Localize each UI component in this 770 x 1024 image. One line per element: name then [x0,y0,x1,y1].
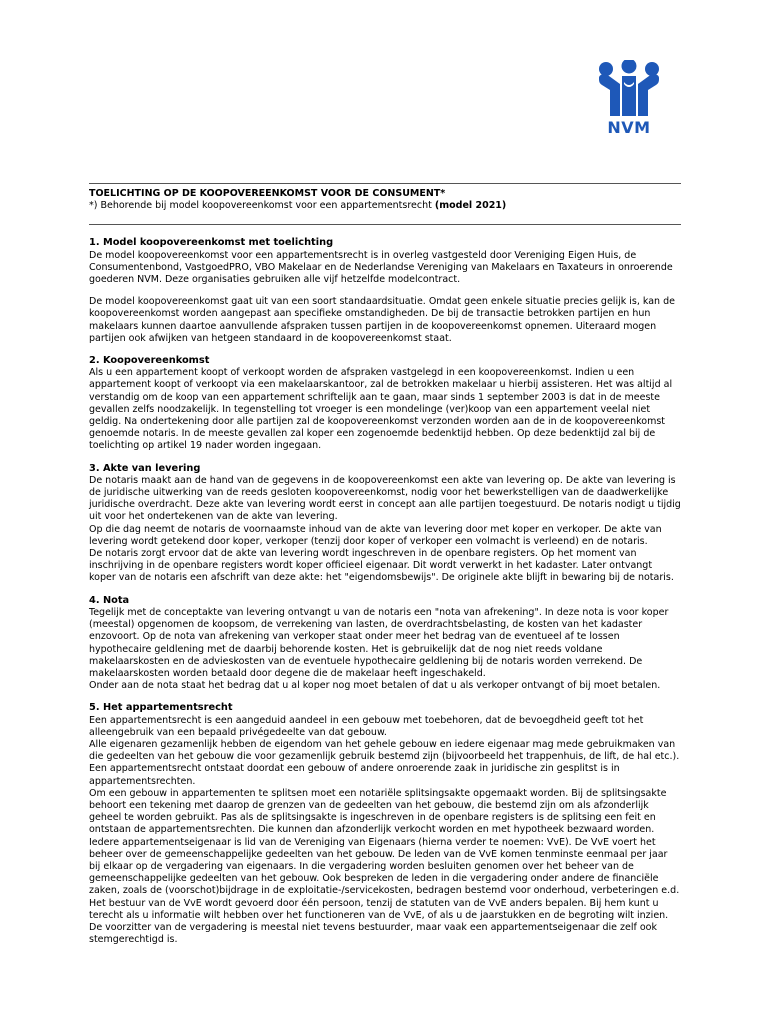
nvm-logo [596,60,662,136]
section-heading: 1. Model koopovereenkomst met toelichting [89,237,334,249]
section-paragraph: De notaris maakt aan de hand van de gegevens in de koopovereenkomst een akte van levering op. De akte van levering is de juridische uitwerking van de reeds gesloten koopovereenkomst, nodig voor het bewerkstelligen van de daadwerkelijke juridische overdracht. Deze akte van levering wordt eerst in concept aan alle partijen toegestuurd. De notaris nodigt u tijdig uit voor het ondertekenen van de akte van levering. [89,474,681,523]
section-model-koopovereenkomst [89,237,681,345]
section-paragraph: Alle eigenaren gezamenlijk hebben de eigendom van het gehele gebouw en iedere eigenaar mag mede gebruikmaken van die gedeelten van het gebouw die voor gezamenlijk gebruik bestemd zijn (bijvoorbeeld het trappenhuis, de lift, de hal etc.). [89,738,680,763]
section-akte-van-levering [89,463,681,585]
section-paragraph: Iedere appartementseigenaar is lid van de Vereniging van Eigenaars (hierna verder te noemen: VvE). De VvE voert het beheer over de gemeenschappelijke gedeelten van het gebouw. De leden van de VvE komen tenminste eenmaal per jaar bij elkaar op de vergadering van eigenaars. In die vergadering worden besluiten genomen over het beheer van de gemeenschappelijke gedeelten van het gebouw. Ook bespreken de leden in die vergadering onder andere de financiële zaken, zoals de (voorschot)bijdrage in de exploitatie-/servicekosten, bedragen bestemd voor onderhoud, verbeteringen e.d. Het bestuur van de VvE wordt gevoerd door één persoon, tenzij de statuten van de VvE anders bepalen. Bij hem kunt u terecht als u informatie wilt hebben over het functioneren van de VvE, of als u de jaarstukken en de begroting wilt inzien. De voorzitter van de vergadering is meestal niet tevens bestuurder, maar vaak een appartementseigenaar die zelf ook stemgerechtigd is. [89,836,680,946]
section-heading: 5. Het appartementsrecht [89,702,233,714]
section-paragraph: Een appartementsrecht ontstaat doordat een gebouw of andere onroerende zaak in juridische zin gesplitst is in appartementsrechten. [89,763,620,787]
section-koopovereenkomst [89,355,681,453]
document-body [89,183,681,956]
logo-text: NVM [607,118,651,137]
section-paragraph: Als u een appartement koopt of verkoopt worden de afspraken vastgelegd in een koopovereenkomst. Indien u een appartement koopt of verkoopt via een makelaarskantoor, zal de betrokken makelaar u hierbij assisteren. Het was altijd al verstandig om de koop van een appartement schriftelijk aan te gaan, maar sinds 1 september 2003 is dat in de meeste gevallen zelfs noodzakelijk. In tegenstelling tot vroeger is een mondelinge (ver)koop van een appartement veelal niet geldig. Na ondertekening door alle partijen zal de koopovereenkomst verzonden worden aan de in de koopovereenkomst genoemde notaris. In de meeste gevallen zal koper een zogenoemde bedenktijd hebben. Op deze bedenktijd zal bij de toelichting op artikel 19 nader worden ingegaan. [89,367,673,452]
section-paragraph: Tegelijk met de conceptakte van levering ontvangt u van de notaris een "nota van afrekening". In deze nota is voor koper (meestal) opgenomen de koopsom, de verrekening van lasten, de overdrachtsbelasting, de kosten van het kadaster enzovoort. Op de nota van afrekening van verkoper staat onder meer het bedrag van de eventueel af te lossen hypothecaire geldlening met de daarbij behorende kosten. Het is gebruikelijk dat de nog niet reeds voldane makelaarskosten en de advieskosten van de eventuele hypothecaire geldlening bij de notaris worden verrekend. De makelaarskosten worden betaald door degene die de makelaar heeft ingeschakeld. [89,606,669,679]
section-paragraph: De notaris zorgt ervoor dat de akte van levering wordt ingeschreven in de openbare registers. Op het moment van inschrijving in de openbare registers wordt koper officieel eigenaar. Dit wordt verwerkt in het kadaster. Later ontvangt koper van de notaris een afschrift van deze akte: het "eigendomsbewijs". De originele akte blijft in bewaring bij de notaris. [89,548,674,584]
section-paragraph: Een appartementsrecht is een aangeduid aandeel in een gebouw met toebehoren, dat de bevoegdheid geeft tot het alleengebruik van een bepaald privégedeelte van dat gebouw. [89,714,644,738]
section-nota [89,595,681,693]
section-heading: 4. Nota [89,594,130,606]
section-heading: 2. Koopovereenkomst [89,355,210,367]
subtitle-text: *) Behorende bij model koopovereenkomst voor een appartementsrecht [89,200,435,212]
title-divider [89,224,681,225]
section-paragraph: Onder aan de nota staat het bedrag dat u al koper nog moet betalen of dat u als verkoper ontvangt of bij moet betalen. [89,680,661,692]
section-paragraph: Op die dag neemt de notaris de voornaamste inhoud van de akte van levering door met koper en verkoper. De akte van levering wordt getekend door koper, verkoper (tenzij door koper of verkoper een volmacht is verleend) en de notaris. [89,523,662,547]
nvm-logo-icon [596,60,662,118]
document-subtitle [89,200,681,212]
subtitle-model-year: (model 2021) [434,200,507,212]
section-appartementsrecht [89,702,681,946]
top-divider [89,183,681,184]
section-heading: 3. Akte van levering [89,462,201,474]
section-paragraph: De model koopovereenkomst voor een appartementsrecht is in overleg vastgesteld door Vereniging Eigen Huis, de Consumentenbond, VastgoedPRO, VBO Makelaar en de Nederlandse Vereniging van Makelaars en Taxateurs in onroerende goederen NVM. Deze organisaties gebruiken alle vijf hetzelfde modelcontract. [89,249,673,286]
section-paragraph: Om een gebouw in appartementen te splitsen moet een notariële splitsingsakte opgemaakt worden. Bij de splitsingsakte behoort een tekening met daarop de grenzen van de gedeelten van het gebouw, die bestemd zijn om als afzonderlijk geheel te worden gebruikt. Pas als de splitsingsakte is ingeschreven in de openbare registers is de splitsing een feit en ontstaan de appartementsrechten. Die kunnen dan afzonderlijk verkocht worden en met hypotheek bezwaard worden. [89,787,667,836]
section-paragraph: De model koopovereenkomst gaat uit van een soort standaardsituatie. Omdat geen enkele situatie precies gelijk is, kan de koopovereenkomst worden aangepast aan specifieke omstandigheden. De bij de transactie betrokken partijen en hun makelaars kunnen daartoe aanvullende afspraken tussen partijen in de koopovereenkomst opnemen. Uiteraard mogen partijen ook afwijken van hetgeen standaard in de koopovereenkomst staat. [89,296,675,344]
document-title: TOELICHTING OP DE KOOPOVEREENKOMST VOOR DE CONSUMENT* [89,188,446,199]
